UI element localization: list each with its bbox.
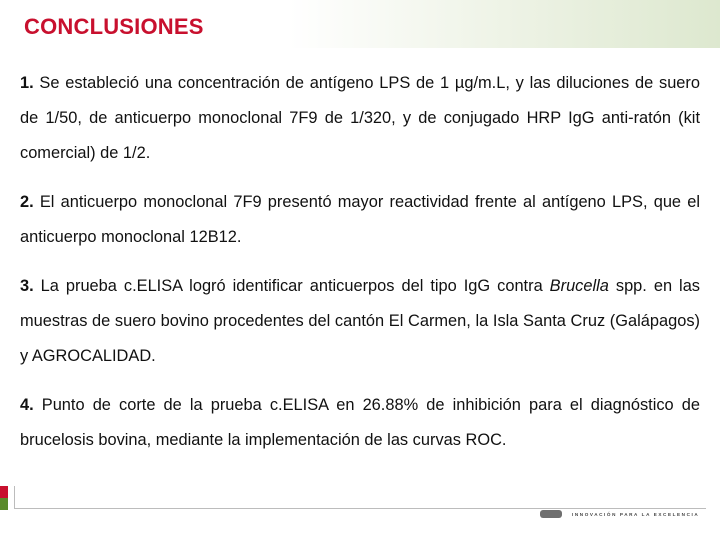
conclusion-text: Punto de corte de la prueba c.ELISA en 26.88% de inhibición para el diagnóstico de brucelosis bovina, mediante la implementación de las curvas ROC. — [20, 396, 700, 449]
conclusion-2 — [20, 185, 700, 255]
conclusion-text: La prueba c.ELISA logró identificar anticuerpos del tipo IgG contra — [33, 277, 550, 295]
footer-rule — [14, 508, 706, 509]
conclusion-1 — [20, 66, 700, 171]
footer-slogan: INNOVACIÓN PARA LA EXCELENCIA — [572, 512, 700, 517]
conclusion-4 — [20, 388, 700, 458]
conclusion-number: 1. — [20, 74, 34, 92]
conclusion-italic-term: Brucella — [549, 277, 609, 295]
conclusion-number: 3. — [20, 277, 34, 295]
conclusion-text: Se estableció una concentración de antígeno LPS de 1 µg/m.L, y las diluciones de suero de 1/50, de anticuerpo monoclonal 7F9 de 1/320, y de conjugado HRP IgG anti-ratón (kit comercial) de 1/2. — [20, 74, 700, 162]
left-accent-marker — [0, 486, 8, 510]
conclusion-text-cont: spp. en las muestras de suero bovino procedentes del cantón El Carmen, la Isla Santa Cruz (Galápagos) y AGROCALIDAD. — [20, 277, 701, 365]
conclusions-list — [20, 66, 700, 472]
accent-red-block — [0, 486, 8, 498]
conclusion-3 — [20, 269, 700, 374]
accent-green-block — [0, 498, 8, 510]
conclusion-number: 2. — [20, 193, 34, 211]
footer-vertical-rule — [14, 486, 15, 508]
slide-title: CONCLUSIONES — [24, 14, 204, 39]
conclusion-text: El anticuerpo monoclonal 7F9 presentó mayor reactividad frente al antígeno LPS, que el anticuerpo monoclonal 12B12. — [20, 193, 700, 246]
conclusion-number: 4. — [20, 396, 34, 414]
institution-logo-icon — [540, 510, 562, 518]
